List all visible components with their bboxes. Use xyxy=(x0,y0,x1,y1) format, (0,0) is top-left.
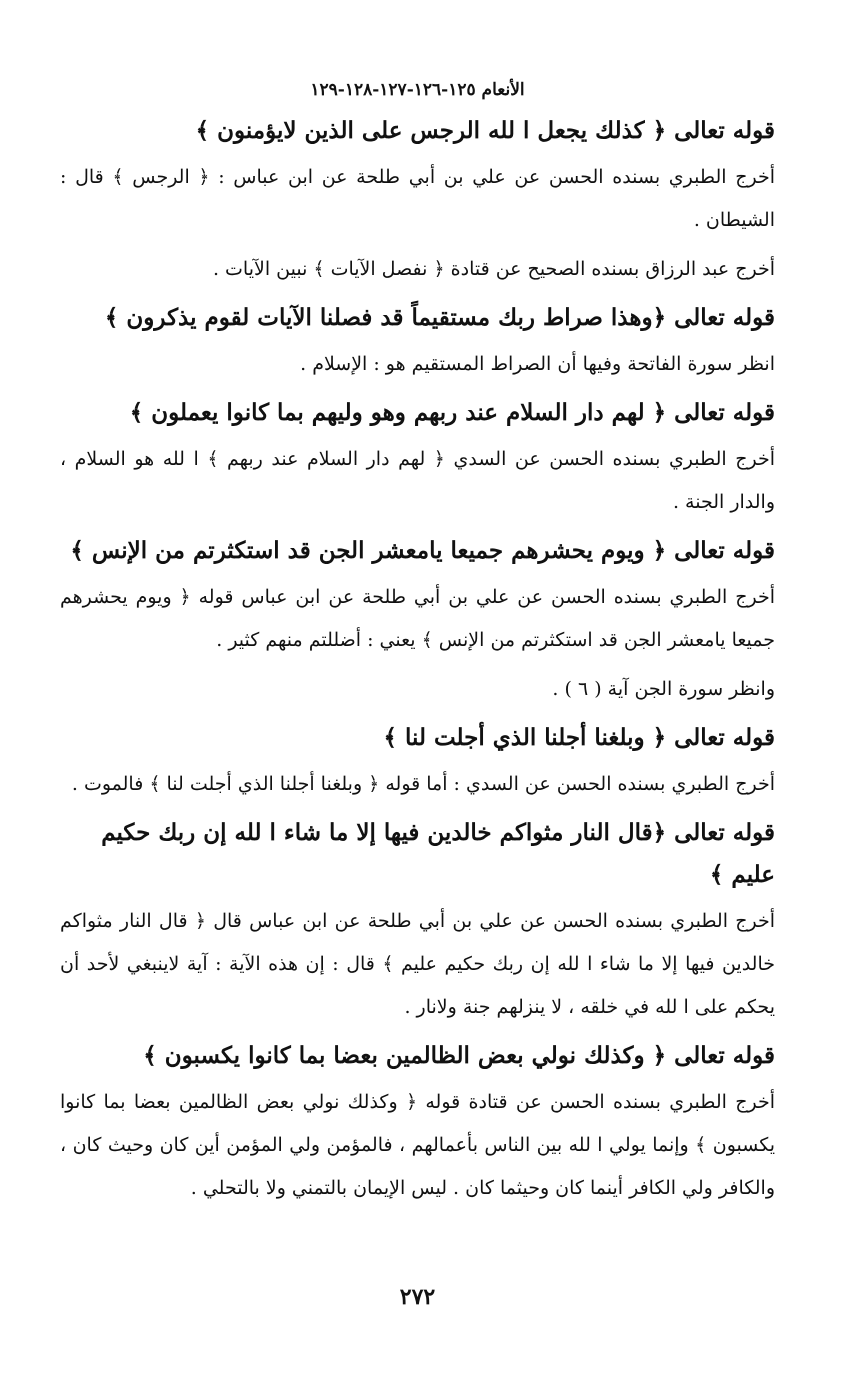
running-head: الأنعام ١٢٥-١٢٦-١٢٧-١٢٨-١٢٩ xyxy=(310,80,525,100)
verse-section xyxy=(60,392,775,524)
verse-section xyxy=(60,812,775,1029)
verse-heading: قوله تعالى ﴿ لهم دار السلام عند ربهم وهو وليهم بما كانوا يعملون ﴾ xyxy=(129,399,775,426)
verse-heading: قوله تعالى ﴿ وكذلك نولي بعض الظالمين بعضا بما كانوا يكسبون ﴾ xyxy=(143,1042,775,1069)
verse-section xyxy=(60,297,775,386)
verse-section xyxy=(60,1035,775,1210)
page-number: ٢٧٢ xyxy=(399,1284,436,1310)
commentary-paragraph: أخرج الطبري بسنده الحسن عن علي بن أبي طلحة عن ابن عباس قوله ﴿ ويوم يحشرهم جميعا يامعشر الجن قد استكثرتم من الإنس ﴾ يعني : أضللتم منهم كثير . xyxy=(60,586,775,651)
book-page xyxy=(60,78,775,1378)
verse-heading: قوله تعالى ﴿وهذا صراط ربك مستقيماً قد فصلنا الآيات لقوم يذكرون ﴾ xyxy=(104,304,775,331)
verse-section xyxy=(60,110,775,291)
verse-heading: قوله تعالى ﴿ وبلغنا أجلنا الذي أجلت لنا ﴾ xyxy=(383,724,775,751)
commentary-paragraph: أخرج الطبري بسنده الحسن عن السدي : أما قوله ﴿ وبلغنا أجلنا الذي أجلت لنا ﴾ فالموت . xyxy=(71,773,775,795)
verse-heading: قوله تعالى ﴿قال النار مثواكم خالدين فيها إلا ما شاء ا لله إن ربك حكيم عليم ﴾ xyxy=(101,819,775,888)
commentary-paragraph: أخرج الطبري بسنده الحسن عن علي بن أبي طلحة عن ابن عباس قال ﴿ قال النار مثواكم خالدين فيها إلا ما شاء ا لله إن ربك حكيم عليم ﴾ قال : إن هذه الآية : آية لاينبغي لأحد أن يحكم على ا لله في خلقه ، لا ينزلهم جنة ولانار . xyxy=(60,910,775,1018)
verse-section xyxy=(60,530,775,711)
commentary-paragraph: أخرج الطبري بسنده الحسن عن قتادة قوله ﴿ وكذلك نولي بعض الظالمين بعضا بما كانوا يكسبون ﴾ وإنما يولي ا لله بين الناس بأعمالهم ، فالمؤمن ولي المؤمن أين كان وحيث كان ، والكافر ولي الكافر أينما كان وحيثما كان . ليس الإيمان بالتمني ولا بالتحلي . xyxy=(60,1091,775,1199)
commentary-paragraph: أخرج الطبري بسنده الحسن عن السدي ﴿ لهم دار السلام عند ربهم ﴾ ا لله هو السلام ، والدار الجنة . xyxy=(60,448,775,513)
commentary-paragraph: وانظر سورة الجن آية ( ٦ ) . xyxy=(552,678,775,700)
verse-section xyxy=(60,717,775,806)
commentary-paragraph: أخرج عبد الرزاق بسنده الصحيح عن قتادة ﴿ نفصل الآيات ﴾ نبين الآيات . xyxy=(212,258,775,280)
commentary-paragraph: أخرج الطبري بسنده الحسن عن علي بن أبي طلحة عن ابن عباس : ﴿ الرجس ﴾ قال : الشيطان . xyxy=(60,166,775,231)
commentary-paragraph: انظر سورة الفاتحة وفيها أن الصراط المستقيم هو : الإسلام . xyxy=(300,353,775,375)
page-body xyxy=(60,110,775,1210)
verse-heading: قوله تعالى ﴿ ويوم يحشرهم جميعا يامعشر الجن قد استكثرتم من الإنس ﴾ xyxy=(70,537,775,564)
verse-heading: قوله تعالى ﴿ كذلك يجعل ا لله الرجس على الذين لايؤمنون ﴾ xyxy=(195,117,775,144)
